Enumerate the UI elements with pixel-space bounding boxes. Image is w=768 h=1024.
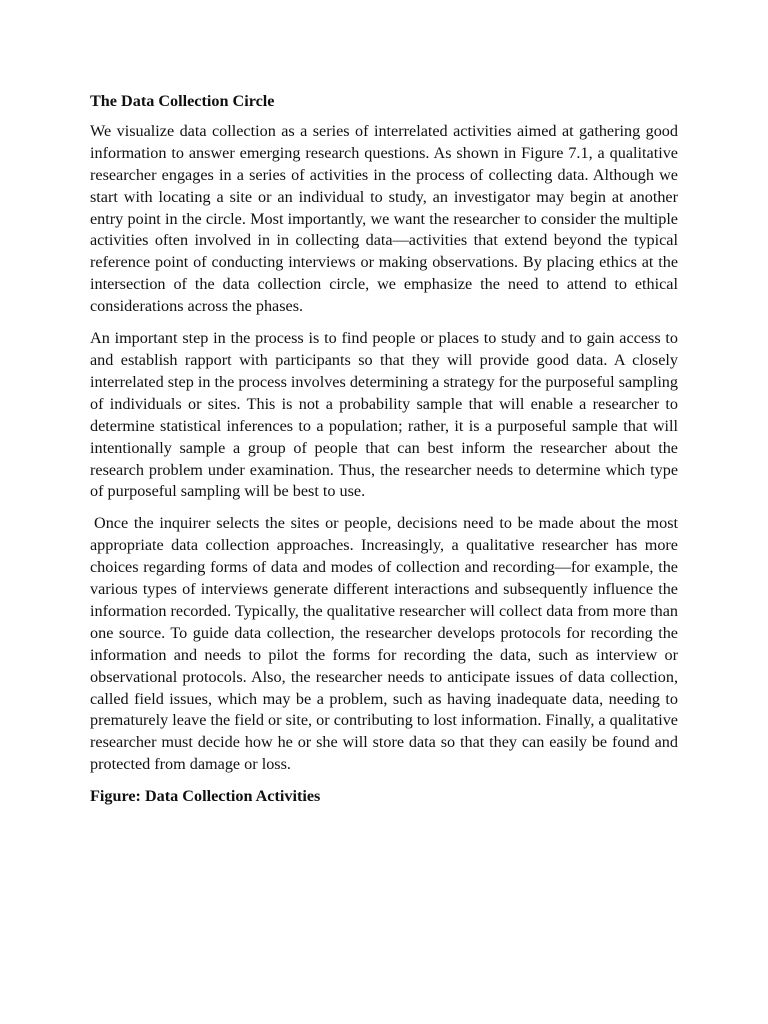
document-body [90,91,678,808]
paragraph-2: An important step in the process is to find people or places to study and to gain access to and establish rapport with participants so that they will provide good data. A closely interrelated step in the process involves determining a strategy for the purposeful sampling of individuals or sites. This is not a probability sample that will enable a researcher to determine statistical inferences to a population; rather, it is a purposeful sample that will intentionally sample a group of people that can best inform the researcher about the research problem under examination. Thus, the researcher needs to determine which type of purposeful sampling will be best to use. [90,329,678,501]
section-heading: The Data Collection Circle [90,92,275,110]
paragraph-3: Once the inquirer selects the sites or people, decisions need to be made about the most appropriate data collection approaches. Increasingly, a qualitative researcher has more choices regarding forms of data and modes of collection and recording—for example, the various types of interviews generate different interactions and subsequently influence the information recorded. Typically, the qualitative researcher will collect data from more than one source. To guide data collection, the researcher develops protocols for recording the information and needs to pilot the forms for recording the data, such as interview or observational protocols. Also, the researcher needs to anticipate issues of data collection, called field issues, which may be a problem, such as having inadequate data, needing to prematurely leave the field or site, or contributing to lost information. Finally, a qualitative researcher must decide how he or she will store data so that they can easily be found and protected from damage or loss. [90,514,678,774]
paragraph-1: We visualize data collection as a series of interrelated activities aimed at gathering good information to answer emerging research questions. As shown in Figure 7.1, a qualitative researcher engages in a series of activities in the process of collecting data. Although we start with locating a site or an individual to study, an investigator may begin at another entry point in the circle. Most importantly, we want the researcher to consider the multiple activities often involved in in collecting data—activities that extend beyond the typical reference point of conducting interviews or making observations. By placing ethics at the intersection of the data collection circle, we emphasize the need to attend to ethical considerations across the phases. [90,121,678,316]
figure-caption: Figure: Data Collection Activities [90,787,321,806]
